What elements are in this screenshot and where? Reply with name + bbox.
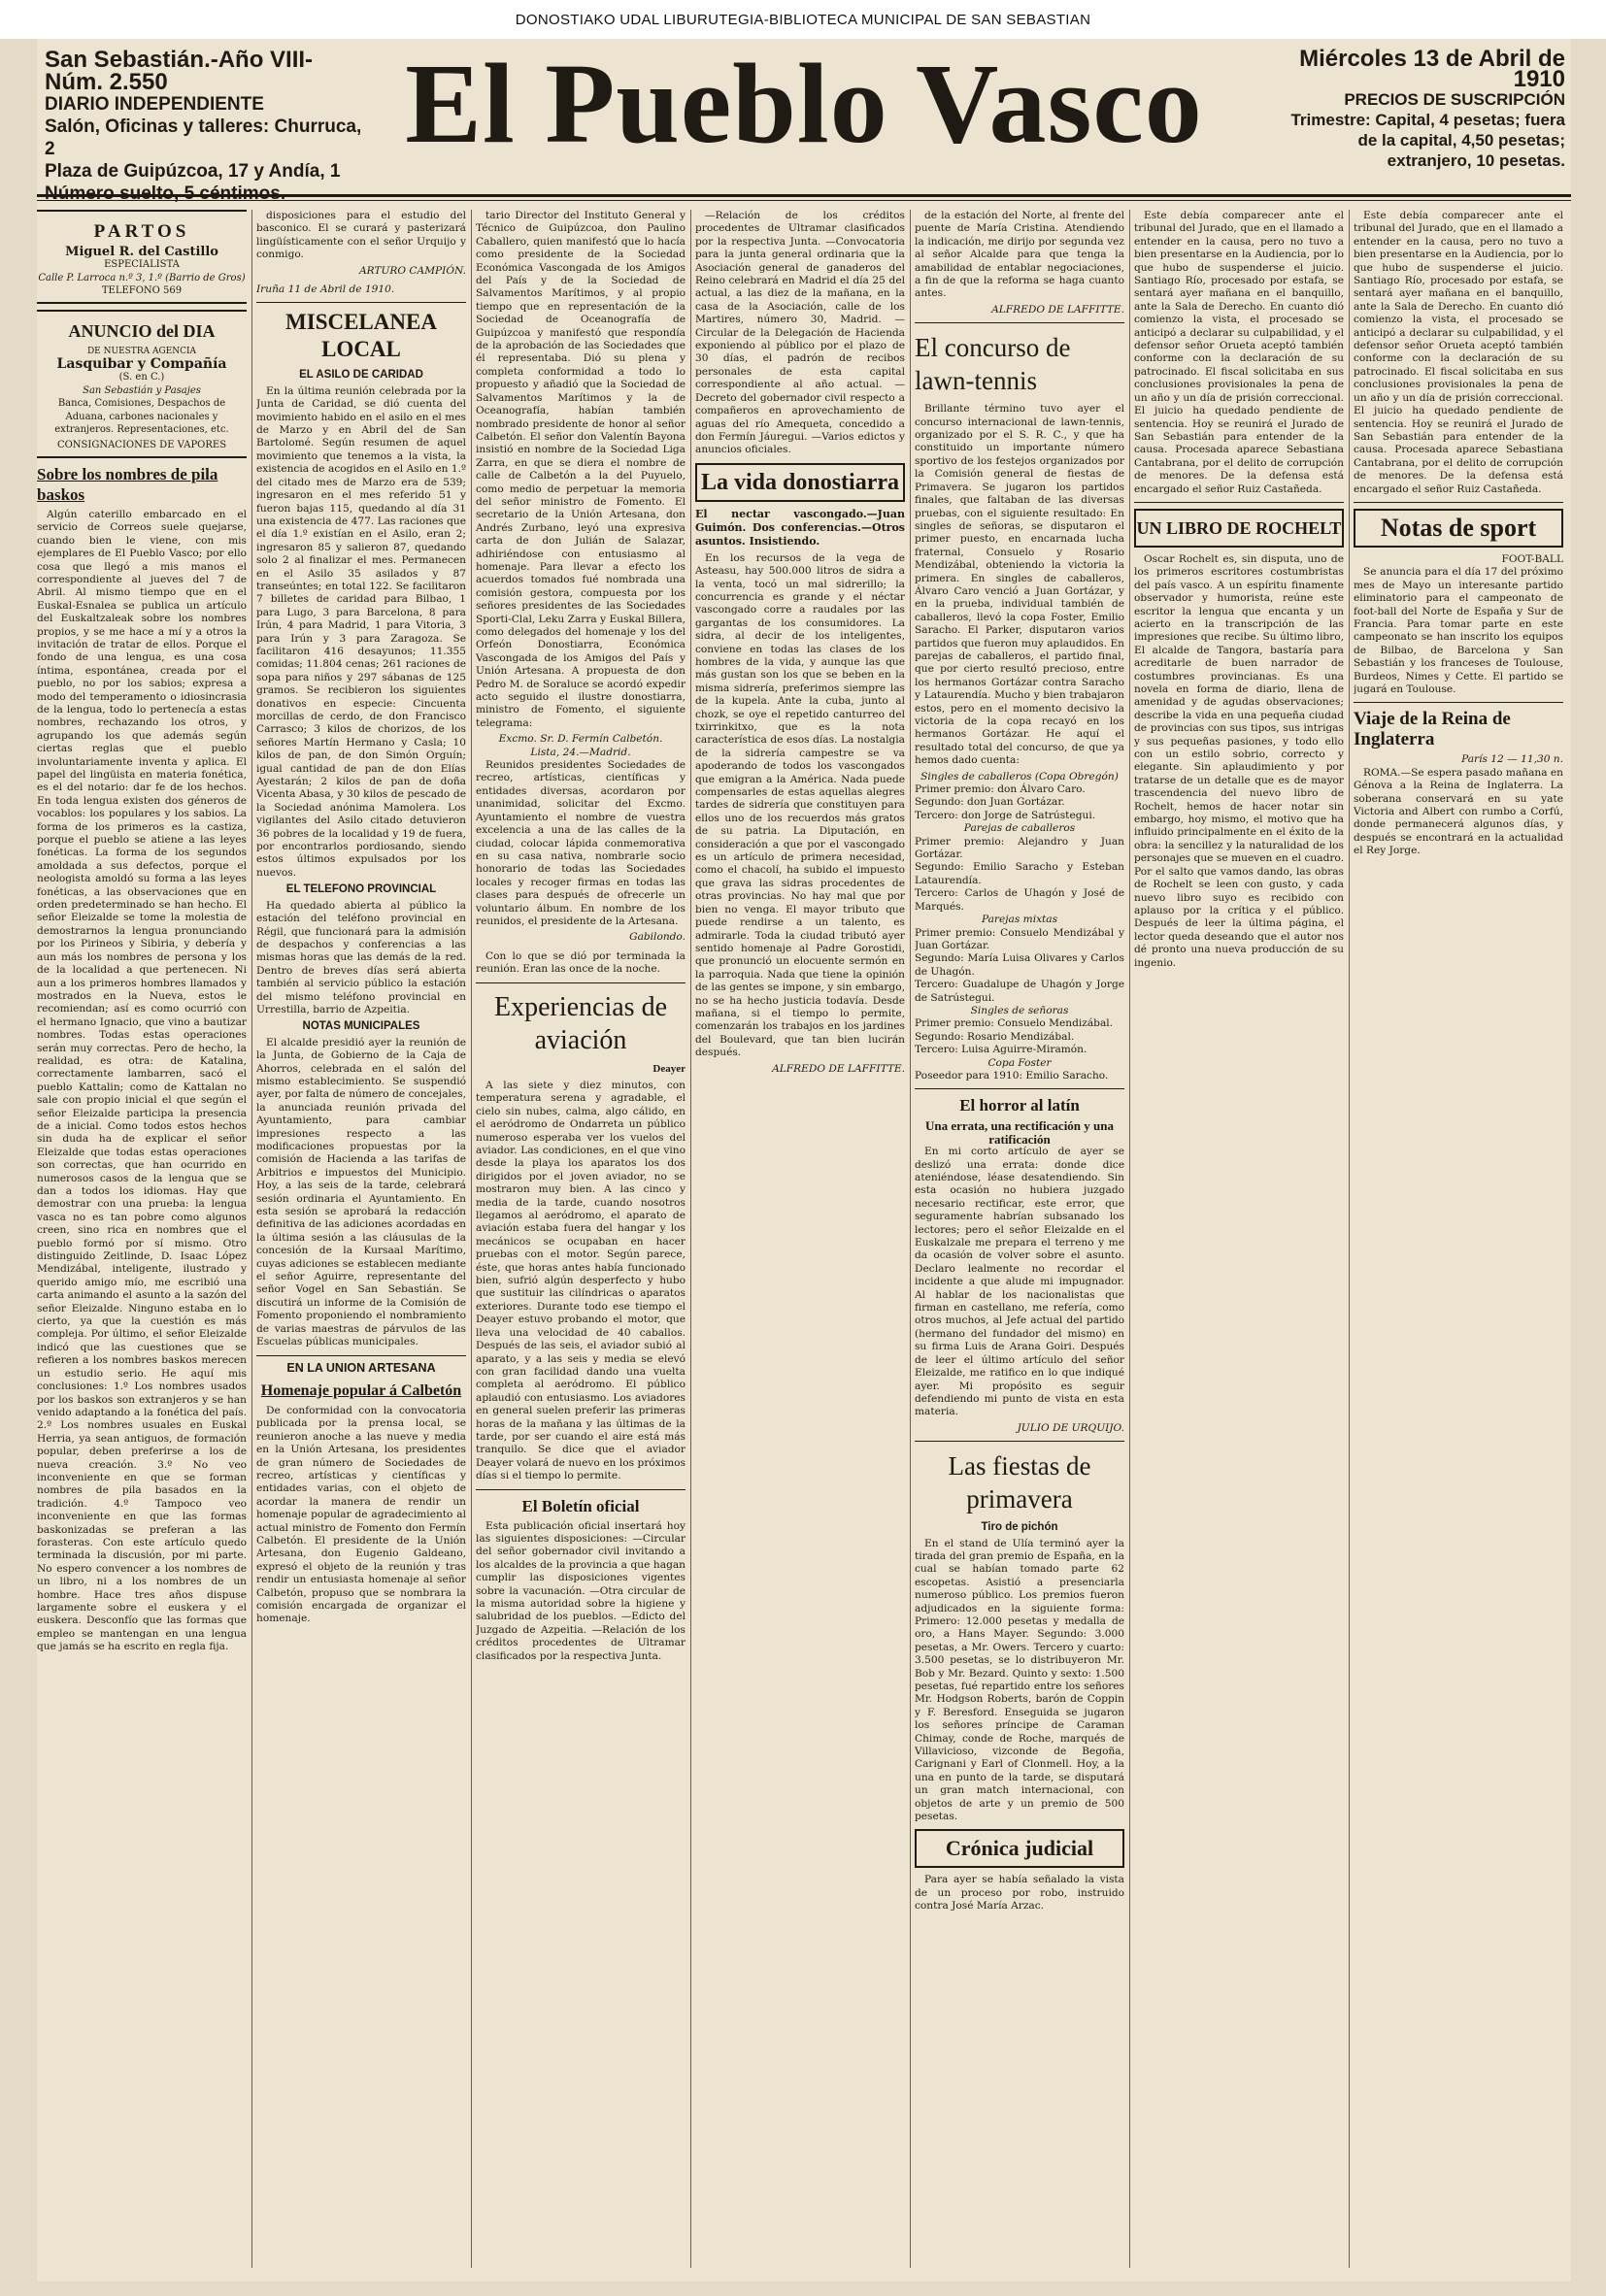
horror-latin-body: En mi corto artículo de ayer se deslizó una errata: donde dice ateniéndose, léase desatendiendo. Sin esta ocasión no hubiera juzgado necesario rectificar, este error, que seguramente habrían subsanado los lectores; pero el señor Eleizalde en el Euskalzale me prepara el terreno y me da ocasión de volver sobre el asunto. Declaro lealmente no recordar el incidente a que alude mi impugnador. Al hablar de los nacionalistas que firman en castellano, me refería, como otros muchos, al Jefe actual del partido (hermano del fundador del mismo) en su firma Luis de Arana Goiri. Después de leer el último artículo del señor Eleizalde, me ratifico en lo que indiqué ayer. Mi propósito es seguir defendiendo mi punto de vista en esta materia. (915, 1146, 1124, 1418)
vida-donostiarra-title: La vida donostiarra (695, 463, 905, 502)
partos-title: PARTOS (93, 221, 190, 242)
column-2 (256, 210, 466, 2268)
results-line: Poseedor para 1910: Emilio Saracho. (915, 1069, 1109, 1081)
vida-signature: ALFREDO DE LAFFITTE. (772, 1062, 905, 1075)
columns (37, 210, 1571, 2278)
union-artesana-heading: EN LA UNION ARTESANA (286, 1360, 436, 1375)
asilo-body: En la última reunión celebrada por la Junta de Caridad, se dió cuenta del movimiento habido en el asilo en el mes de Marzo y en Abril del de San Bartolomé. Según resumen de aquel movimiento que tenemos a la vista, la existencia de acogidos en el Asilo en 1.º del citado mes de Marzo era de 539; ingresaron en el mes referido 51 y fueron bajas 115, quedando al día 31 una existencia de 477. Las raciones que el día 1.º existían en el Asilo, eran 2; ingresaron 85 y salieron 87, quedando solo 2 al finalizar el mes. Permanecen en el Asilo 35 asilados y 87 transeúntes; en total 122. Se facilitaron 7 billetes de caridad para Bilbao, 1 para Lugo, 3 para Barcelona, 8 para Irún, 4 para Madrid, 1 para Vitoria, 3 para Irún y 3 para Zaragoza. Se facilitaron 416 desayunos; 11.355 comidas; 11.804 cenas; 261 raciones de sopa para niños y 297 sábanas de 125 gramos. Se recibieron los siguientes donativos en especie: Cincuenta morcillas de cerdo, de don Francisco Carrasco; 3 kilos de chorizos, de los señores Martín Hermano y Casla; 10 kilos de pan, de don Simón Orguín; igual cantidad de pan de don Elías Ayestarán; 2 kilos de pan de doña Vicenta Abasa, y 30 kilos de pescado de la Sociedad anónima Mamolera. Los vigilantes del Asilo citado detuvieron 36 pobres de la localidad y 19 de fuera, por encontrarlos pordiosando, siendo estos últimos expulsados por los nuevos. (256, 384, 466, 879)
lawn-tennis-body: Brillante término tuvo ayer el concurso internacional de lawn-tennis, organizado por el S. R. C., y que ha constituido un importante número sportivo de los festejos organizados por la Comisión general de fiestas de Primavera. Se jugaron los partidos finales, que faltaban de las diversas pruebas, con el siguiente resultado: En singles de señoras, se disputaron el primer puesto, en encarnada lucha fraternal, Consuelo y Rosario Mendizábal, obteniendo la victoria la primera. En singles de caballeros, Álvaro Caro venció a Juan Gortázar, y en la prueba, individual también de caballeros, llevó la copa Foster, Emilio Saracho. El Parker, disputaron varios partidos que fueron muy aplaudidos. En parejas de caballeros, el partido final, que por cierto resultó precioso, entre los hermanos Gortázar contra Saracho y Lataurendía. Mucho y bien trabajaron estos, pero en el momento decisivo la victoria de la copa recayó en los hermanos Gortázar. He aquí el resultado total del concurso, de que ya hemos dado cuenta: (915, 403, 1124, 767)
anuncio-name: Lasquibar y Compañía (56, 356, 227, 373)
results-line: Tercero: Carlos de Uhagón y José de Marqués. (915, 887, 1124, 913)
anuncio-sub: DE NUESTRA AGENCIA (86, 346, 197, 356)
column-4 (695, 210, 905, 2268)
homenaje-continued: tario Director del Instituto General y Técnico de Guipúzcoa, don Paulino Caballero, quien manifestó que lo hacía como presidente de la Sociedad Económica Vascongada de los Amigos del País y de la Sociedad de Salvamentos Marítimos, y al propio tiempo que en representación de la Sociedad de Oceanografía de Guipúzcoa y manifestó que respondía de la aprobación de las Sociedades que él representaba. Dió su plena y completa conformidad a todo lo propuesto y añadió que la Sociedad de Salvamentos Marítimos y la de Oceanografía, habían también nombrado presidente de honor al señor Calbetón. El señor don Valentín Bayona insistió en nombre de la Sociedad Liga Zarra, en que se diera el nombre de calle de Calbetón a la del Puyuelo, como medio de perpetuar la memoria del señor ministro de Fomento. El secretario de la Unión Artesana, don Andrés Zurbano, leyó una expresiva carta de don Julián de Salazar, adhiriéndose con entusiasmo al homenaje. Para llevar a efecto los acuerdos tomados fué nombrada una comisión gestora, compuesta por los señores presidentes de las Sociedades Sporti-Clal, Leku Zarra y Euskal Billera, como delegados del homenaje y los del Orfeón Donostiarra, Económica Vascongada de los Amigos del País y Unión Artesana. A propuesta de don Pedro M. de Soraluce se acordó expedir acto seguido el ilustre donostiarra, ministro de Fomento, el siguiente telegrama: (476, 210, 686, 729)
section-rule (1354, 502, 1563, 503)
horror-latin-subtitle: Una errata, una rectificación y una ratificación (924, 1118, 1115, 1147)
homenaje-body: De conformidad con la convocatoria publicada por la prensa local, se reunieron anoche a las nueve y media en la Unión Artesana, los presidentes de gran número de Sociedades de recreo, artísticas y científicas y entidades varias, con el objeto de acordar la manera de rendir un homenaje popular de agradecimiento al actual ministro de Fomento don Fermín Calbetón. El presidente de la Unión Artesana, don Eugenio Galdeano, expresó el objeto de la reunión y tras rendir un entusiasta homenaje al señor Calbetón, propuso que se nombrara la comisión encargada de organizar el homenaje. (256, 1404, 466, 1625)
partos-address: Calle P. Larroca n.º 3, 1.º (Barrio de Gros) (38, 272, 246, 283)
section-rule (915, 1088, 1124, 1089)
results-heading-senoras: Singles de señoras (970, 1004, 1069, 1016)
viaje-dateline: París 12 — 11,30 n. (1461, 753, 1563, 766)
masthead-rule-thin (37, 200, 1571, 201)
results-heading-singles: Singles de caballeros (Copa Obregón) (920, 770, 1119, 782)
subscription-head: PRECIOS DE SUSCRIPCIÓN (1344, 90, 1565, 109)
fiestas-title: Las fiestas de primavera (948, 1451, 1091, 1514)
results-line: Primer premio: Consuelo Mendizábal y Juan Gortázar. (915, 926, 1124, 951)
libro-rochelt-body: Oscar Rochelt es, sin disputa, uno de los primeros escritores costumbristas del país vasco. A un espíritu finamente observador y humorista, reúne este escritor la lengua que encanta y un acierto en la transcripción de las impresiones que recibe. Su último libro, El alcalde de Tangora, bastaría para acreditarle de buen narrador de costumbres provincianas. Es una novela en forma de diario, llena de amenidad y de agudas observaciones; describe la vida en una pequeña ciudad de provincias con sus tipos, sus intrigas y sus pequeñas pasiones, y todo ello con un estilo sobrio, correcto y elegante. Sin aplaudimiento y por tratarse de un detalle que es de mayor trascendencia del nuevo libro de Rochelt, hemos de hacer notar sin embargo, hoy mismo, el motivo que ha influido principalmente en el éxito de la obra: la sencillez y la naturalidad de los personajes que se mueven en el cuadro. Por el salto que vamos dando, las obras de Rochelt se leen con gusto, y cada nuevo libro suyo es recibido con aplauso por la crítica y el público. Después de leer la última página, el lector queda deseando que el autor nos dé pronto una nueva producción de su ingenio. (1134, 552, 1344, 969)
aviacion-body: A las siete y diez minutos, con temperatura serena y agradable, el cielo sin nubes, calma, algo cálido, en el aeródromo de Ondarreta un público numeroso esperaba ver los vuelos del aviador. Las condiciones, en el que vino desde la playa los aparatos los dos dirigidos por el joven aviador, no se mostraron muy bien. A las cinco y media de la tarde, cuando nosotros llegamos al aeródromo, el aparato de aviación estaba fuera del hangar y los mecánicos se ocupaban en hacer pruebas con el motor. Según parece, éste, que horas antes había funcionado bien, sufrió algún desperfecto y hubo que sustituir las cilíndricas o aparatos exteriores. Durante todo ese tiempo el Deayer estuvo probando el motor, que lleva una velocidad de 40 caballos. Después de las seis, el aviador subió al aparato, y a las seis y media se elevó con gran facilidad dando una vuelta completa al aeródromo. El público aplaudió con entusiasmo. Los aviadores en general suelen preferir las primeras horas de la mañana y las últimas de la tarde, por ser cuando el aire está más tranquilo. Se dice que el aviador Deayer volará de nuevo en los próximos días si el tiempo lo permite. (476, 1079, 686, 1482)
results-line: Primer premio: Consuelo Mendizábal. (915, 1017, 1114, 1030)
subscription-prices: Trimestre: Capital, 4 pesetas; fuera de la capital, 4,50 pesetas; extranjero, 10 pesetas. (1290, 111, 1565, 170)
horror-latin-signature: JULIO DE URQUIJO. (1017, 1421, 1124, 1434)
diario-line: DIARIO INDEPENDIENTE (45, 94, 264, 115)
masthead-left-info (45, 49, 365, 205)
partos-phone: TELEFONO 569 (101, 285, 183, 297)
section-rule (915, 322, 1124, 323)
results-heading-parejas: Parejas de caballeros (963, 822, 1076, 835)
campion-signature: ARTURO CAMPIÓN. (358, 264, 466, 277)
results-line: Segundo: Rosario Mendizábal. (915, 1030, 1075, 1043)
anuncio-ad (37, 310, 247, 458)
viaje-reina-title: Viaje de la Reina de Inglaterra (1354, 709, 1511, 750)
section-rule (915, 1441, 1124, 1442)
section-rule (1134, 502, 1344, 503)
vida-donostiarra-subtitle: El nectar vascongado.—Juan Guimón. Dos conferencias.—Otros asuntos. Insistiendo. (695, 507, 905, 548)
homenaje-title: Homenaje popular á Calbetón (260, 1381, 462, 1399)
column-6 (1134, 210, 1344, 2268)
foot-ball-heading: FOOT-BALL (1501, 552, 1563, 565)
asilo-heading: EL ASILO DE CARIDAD (299, 369, 423, 382)
horror-latin-title: El horror al latín (959, 1096, 1080, 1115)
results-line: Primer premio: don Álvaro Caro. (915, 783, 1086, 796)
telegram-body: Reunidos presidentes Sociedades de recreo, artísticas, científicas y entidades diversas, acordaron por unanimidad, solicitar del Excmo. Ayuntamiento el nombre de vuestra excelencia a una de las calles de la ciudad, colocar lápida conmemorativa en su casa nativa, nombrarle socio honorario de todas las Sociedades locales y recoger firmas en todas las clases para después de ofrecerle un voluntario álbum. En nombre de los reunidos, el presidente de la Artesana. (476, 759, 686, 927)
notas-municipales-heading: NOTAS MUNICIPALES (302, 1020, 420, 1033)
results-heading-foster: Copa Foster (987, 1056, 1052, 1069)
masthead (37, 39, 1571, 194)
section-rule (256, 302, 466, 303)
masthead-right-info (1274, 46, 1565, 171)
anuncio-title: ANUNCIO del DIA (68, 320, 216, 341)
anuncio-body: Banca, Comisiones, Despachos de Aduana, carbones nacionales y extranjeros. Representaciones, etc. (54, 398, 229, 436)
section-rule (1354, 702, 1563, 703)
notas-sport-body: Se anuncia para el día 17 del próximo mes de Mayo un interesante partido eliminatorio para el campeonato de foot-ball del Norte de España y Sur de Francia. Para tomar parte en este campeonato se han inscrito los equipos de Bilbao, de Barcelona y San Sebastián y los franceses de Toulouse, Burdeos, Nimes y Cette. El partido se jugará en Toulouse. (1354, 566, 1563, 695)
section-rule (476, 982, 686, 983)
article-body-nombres: Algún caterillo embarcado en el servicio de Correos suele quejarse, cuando bien le viene, con mis ejemplares de El Pueblo Vasco; por ello cosa que llegó a mis manos el correspondiente al jueves del 7 de Abril. Al mismo tiempo que en el Euskal-Esnalea se publica un artículo del Euskaltzaleak sobre los nombres propios, y se me hace a mí y a otros la invitación de tratar de ellos. Porque el fondo de una lengua, es una cosa íntima, espontánea, creada por el pueblo, no por los sabios; expresa a modo del temperamento o idiosincrasia de la lengua, todo lo pertenecía a estas nombres, rechazando los otros, y agrupando los que además según ciertas reglas que el pueblo involuntariamente inventa y aplica. El papel del lingüista en materia fonética, es el del notario: dar fe de los hechos. En toda lengua existen dos géneros de vocablos: los populares y los sabios. La forma de los primeros es la castiza, porque el pueblo se atiene a las leyes fonéticas. La forma de los segundos amoldada a sus defectos, porque el neologista amoldó su forma a las leyes fonéticas, a las observaciones que en orden predeterminado se han hecho. El señor Eleizalde se tome la molestia de demostrarnos la lengua pronunciando por los Pirineos y Sibiria, y debería y aun más los nombres de persona y los de la localidad a que pertenecen. Ni aun a los primeros hombres llamados y mostrados en la Nueva, estos le recomiendan; así es como ocurrió con el hermano Ignacio, que vino a bautizar nombres. Todas estas operaciones serán muy correctas. Pero de hecho, la realidad, es otra: de Katalina, correctamente lambarren, sacó el pueblo Kattalin; como de Kattalan no sale con propio inicial el que según el señor Eleizalde participa la presencia de a inicial. Como todos estos hechos sin duda ha de explicar el señor Eleizalde que todas estas operaciones son correctas, que han ocurrido en numerosos casos de la lengua que se dan a todos los idiomas. Hay que demostrar con una prueba: la lengua vasca no es tan pobre como algunos creen, sino rica en nombres que el pueblo formó por sí mismo. Otro distinguido Zeitlinde, D. Isaac López Mendizábal, inteligente, ilustrado y querido amigo mío, me escribió una carta animando el asunto a la sazón del señor Eleizalde. Ninguno estaba en lo cierto, ya que la cuestión es más compleja. Por último, el señor Eleizalde indicó que las cuestiones que se refieren a los nombres baskos merecen un estudio serio. He aquí mis conclusiones: 1.º Los nombres usados por los baskos son extranjeros y se han venido adaptando a la fonética del país. 2.º Los nombres usuales en Euskal Herria, ya sean antiguos, de formación popular, deben preferirse a los de nueva creación. 3.º No veo inconveniente en que se forman nombres de pila basados en la tradición. 4.º Tampoco veo inconveniente en que las formas baskonizadas se preferan a las forasteras. Con este artículo quedo terminada la discusión, por mi parte. No espero convencer a los nombres de un libro, ni a los nombres de un hombre. Hace tres años dispuse largamente sobre el euskera y el euskera. Desconfío que las formas que empleo se mantengan en una lengua que jamás se ha escrito en regla fija. (37, 508, 247, 1653)
aviacion-author: Deayer (652, 1062, 686, 1075)
notas-municipales-body: El alcalde presidió ayer la reunión de la Junta, de Gobierno de la Caja de Ahorros, celebrada en el salón del mismo establecimiento. Se suspendió ayer, por falta de número de concejales, la anunciada reunión privada del Ayuntamiento, para cambiar impresiones respecto a las modificaciones propuestas por la comisión de Hacienda a las tarifas de Arbitrios e impuestos del Municipio. Hoy, a las seis de la tarde, celebrará sesión ordinaria el Ayuntamiento. En esta sesión se aprobará la redacción definitiva de las adiciones acordadas en la última sesión a las cláusulas de la concesión de la Kursaal Marítimo, cuyas adiciones se establecen mediante el señor Aguirre, representante del señor Vogel en San Sebastián. Se discutirá un informe de la Comisión de Fomento proponiendo el nombramiento de varias maestras de párvulos de las Escuelas públicas municipales. (256, 1036, 466, 1348)
boletin-continued: —Relación de los créditos procedentes de Ultramar clasificados por la respectiva Junta. —Convocatoria para la junta general ordinaria que la Asociación general de ganaderos del Reino celebrará en Madrid el día 25 del actual, a las diez de la mañana, en la casa de la Asociación, calle de los Martires, número 30, Madrid. —Circular de la Delegación de Hacienda exponiendo al público por el plazo de 30 días, el padrón de recibos personales de esta capital correspondiente al año actual. —Decreto del gobernador civil respecto a compañeros en aprovechamiento de aguas del río Amequeta, concedido a don Fermín Jáuregui. —Varios edictos y anuncios oficiales. (695, 210, 905, 456)
lawn-tennis-title: El concurso de lawn-tennis (915, 333, 1071, 396)
campion-outro: disposiciones para el estudio del basconico. El se curará y pasterizará lingüísticamente con el señor Urquijo y conmigo. (256, 210, 466, 261)
date-line: Miércoles 13 de Abril de 1910 (1299, 46, 1565, 92)
vida-donostiarra-body: En los recursos de la vega de Asteasu, hay 500.000 litros de sidra a la venta, tocó un mal sidrerillo; la concurrencia es grande y el néctar vascongado corre a raudales por las gargantas de los consumidores. La sidra, al decir de los inteligentes, conviene en todas las clases de los hombres de la vida, y aunque las que más gustan son los que se beben en la misma sidrería, preferimos siempre las de la kupela. Ante la cuba, junto al chozk, se oye el repetido canturreo del txirrinkitxo, que es la nota característica de esos días. La nostalgia de la sidrería campestre se va apoderando de todos los vascongados que emigran a la América. Nada puede compensarles de estas aquellas alegres tardes de sidrería que constituyen para ellos uno de los recuerdos más gratos de su patria. La Diputación, en consideración a que por el vascongado es un artículo de primera necesidad, como el chacolí, ha subido el impuesto que grava las sidras procedentes de otras provincias. No hay mal que por bien no venga. El mayor tributo que puede rendirse a un talento, es admirarle. Toda la ciudad tributó ayer sentido homenaje al Padre Gorostidi, que pronunció un elocuente sermón en la parroquia. Nada que tiene la opinión de las gentes se impone, y sin embargo, no se ha hecho justicia todavía. Desde mañana, si el tiempo lo permite, comenzarán los trabajos en los jardines del Boulevard, que tan bien lucirán después. (695, 551, 905, 1059)
column-3 (476, 210, 686, 2268)
partos-name: Miguel R. del Castillo (65, 245, 218, 259)
boletin-title: El Boletín oficial (521, 1496, 640, 1515)
results-line: Primer premio: Alejandro y Juan Gortázar. (915, 835, 1124, 861)
results-line: Tercero: Luisa Aguirre-Miramón. (915, 1044, 1087, 1056)
column-5 (915, 210, 1124, 2268)
results-line: Segundo: don Juan Gortázar. (915, 796, 1065, 809)
cronica-continued: Este debía comparecer ante el tribunal del Jurado, que en el llamado a entender en la causa, pero no tuvo a bien presentarse en la Audiencia, por lo que hubo de suspenderse el juicio. Santiago Río, procesado por estafa, se sentará ayer mañana en el banquillo, ante la Sala de Derecho. En cuanto dió comienzo la vista, el procesado se anticipó a declarar su culpabilidad, y el defensor señor Orueta aceptó también conforme con la declaración de su patrocinado. El fiscal solicitaba en sus conclusiones provisionales la pena de un año y un día de prisión correccional. El juicio ha quedado pendiente de sentencia. Hoy se reunirá el Jurado de San Sebastián para entender de la causa. Procesada aparece Sebastiana Cantabrana, por el delito de corrupción de menores. De la defensa está encargado el señor Ruiz Castañeda. (1134, 210, 1344, 495)
issue-line: San Sebastián.-Año VIII-Núm. 2.550 (45, 47, 314, 95)
telegram-recipient: Excmo. Sr. D. Fermín Calbetón. (498, 733, 663, 746)
section-rule (256, 1355, 466, 1356)
pichon-body: En el stand de Ulía terminó ayer la tirada del gran premio de España, en la cual se habían tomado parte 62 escopetas. Asistió a presenciarla numeroso público. Los premios fueron adjudicados en la siguiente forma: Primero: 12.000 pesetas y medalla de oro, a Hans Mayer. Segundo: 3.000 pesetas, a Mr. Owers. Tercero y cuarto: 3.500 pesetas, se lo distribuyeron Mr. Bob y Mr. Bezard. Quinto y sexto: 1.500 pesetas, fué repartido entre los señores Mr. Hodgson Roberts, barón de Coppin y F. Beresford. Enseguida se jugaron los señores príncipe de Caraman Chimay, conde de Roche, marqués de Villavicioso, vizconde de Begoña, Carignani y Earl of Clonmell. Hoy, a la una en punto de la tarde, se disputará un gran match internacional, con objetos de arte y un premio de 500 pesetas. (915, 1537, 1124, 1823)
telefono-heading: EL TELEFONO PROVINCIAL (285, 883, 437, 896)
results-line: Segundo: María Luisa Olivares y Carlos de Uhagón. (915, 952, 1124, 978)
anuncio-footer: CONSIGNACIONES DE VAPORES (56, 440, 227, 451)
results-heading-mixtas: Parejas mixtas (981, 914, 1058, 926)
libro-rochelt-title: UN LIBRO DE ROCHELT (1134, 509, 1344, 548)
anuncio-address: San Sebastián y Pasajes (83, 384, 201, 396)
section-rule (476, 1489, 686, 1490)
anuncio-sc: (S. en C.) (118, 372, 165, 383)
telegram-signature: Gabilondo. (629, 931, 686, 944)
article-title-nombres: Sobre los nombres de pila baskos (37, 464, 218, 504)
results-line: Tercero: Guadalupe de Uhagón y Jorge de Satrústegui. (915, 979, 1124, 1004)
plaza-line: Plaza de Guipúzcoa, 17 y Andía, 1 (45, 161, 341, 182)
newspaper-title: El Pueblo Vasco (405, 40, 1203, 167)
meeting-closing: Con lo que se dió por terminada la reunión. Eran las once de la noche. (476, 949, 686, 976)
partos-ad (37, 210, 247, 304)
results-line: Tercero: don Jorge de Satrústegui. (915, 809, 1096, 821)
partos-specialist: ESPECIALISTA (104, 259, 180, 271)
salon-line: Salón, Oficinas y talleres: Churruca, 2 (45, 116, 362, 159)
column-7 (1354, 210, 1563, 2268)
newspaper-page (37, 39, 1571, 2281)
miscelanea-title: MISCELANEA LOCAL (285, 310, 437, 362)
viaje-body: ROMA.—Se espera pasado mañana en Génova a la Reina de Inglaterra. La soberana conservará en su yate Victoria and Albert con rumbo a Corfú, donde permanecerá algunos días, y después se encontrará en la actualidad el Rey Jorge. (1354, 766, 1563, 857)
cronica-judicial-body: Para ayer se había señalado la vista de un proceso por robo, instruido contra José María Arzac. (915, 1874, 1124, 1913)
laffitte-signature: ALFREDO DE LAFFITTE. (991, 303, 1124, 316)
campion-dateline: Iruña 11 de Abril de 1910. (256, 283, 395, 296)
telefono-body: Ha quedado abierta al público la estación del teléfono provincial en Régil, que funcionará para la admisión de despachos y conferencias a las mismas horas que las demás de la red. Dentro de breves días será abierta también al servicio público la estación del mismo teléfono provincial en Urrestilla, barrio de Azpeitia. (256, 899, 466, 1015)
column-7-top: Este debía comparecer ante el tribunal del Jurado, que en el llamado a entender en la causa, pero no tuvo a bien presentarse en la Audiencia, por lo que hubo de suspenderse el juicio. Santiago Río, procesado por estafa, se sentará ayer mañana en el banquillo, ante la Sala de Derecho. En cuanto dió comienzo la vista, el procesado se anticipó a declarar su culpabilidad, y el defensor señor Orueta aceptó también conforme con la declaración de su patrocinado. El fiscal solicitaba en sus conclusiones provisionales la pena de un año y un día de prisión correccional. El juicio ha quedado pendiente de sentencia. Hoy se reunirá el Jurado de San Sebastián para entender de la causa. Procesada aparece Sebastiana Cantabrana, por el delito de corrupción de menores. De la defensa está encargado el señor Ruiz Castañeda. (1354, 210, 1563, 495)
boletin-body: Esta publicación oficial insertará hoy las siguientes disposiciones: —Circular del señor gobernador civil invitando a los alcaldes de la provincia a que hagan cumplir las disposiciones vigentes sobre la vacunación. —Otra circular de la misma autoridad sobre la higiene y salubridad de los pueblos. —Edicto del Juzgado de Azpeitia. —Relación de los créditos procedentes de Ultramar clasificados por la respectiva Junta. (476, 1519, 686, 1662)
pichon-heading: Tiro de pichón (981, 1521, 1058, 1534)
aviacion-title: Experiencias de aviación (493, 991, 668, 1055)
masthead-rule (37, 194, 1571, 197)
library-banner: DONOSTIAKO UDAL LIBURUTEGIA-BIBLIOTECA MUNICIPAL DE SAN SEBASTIAN (0, 0, 1606, 39)
telegram-place: Lista, 24.—Madrid. (530, 746, 631, 758)
notas-sport-title: Notas de sport (1354, 509, 1563, 548)
cronica-judicial-title: Crónica judicial (915, 1829, 1124, 1868)
results-line: Segundo: Emilio Saracho y Esteban Lataurendía. (915, 861, 1124, 886)
laffitte-continued: de la estación del Norte, al frente del puente de María Cristina. Atendiendo la indicación, me dirijo por segunda vez al señor Alcalde para que tenga la amabilidad de entablar negociaciones, a fin de que la reforma se haga cuanto antes. (915, 210, 1124, 300)
column-1 (37, 210, 247, 2268)
